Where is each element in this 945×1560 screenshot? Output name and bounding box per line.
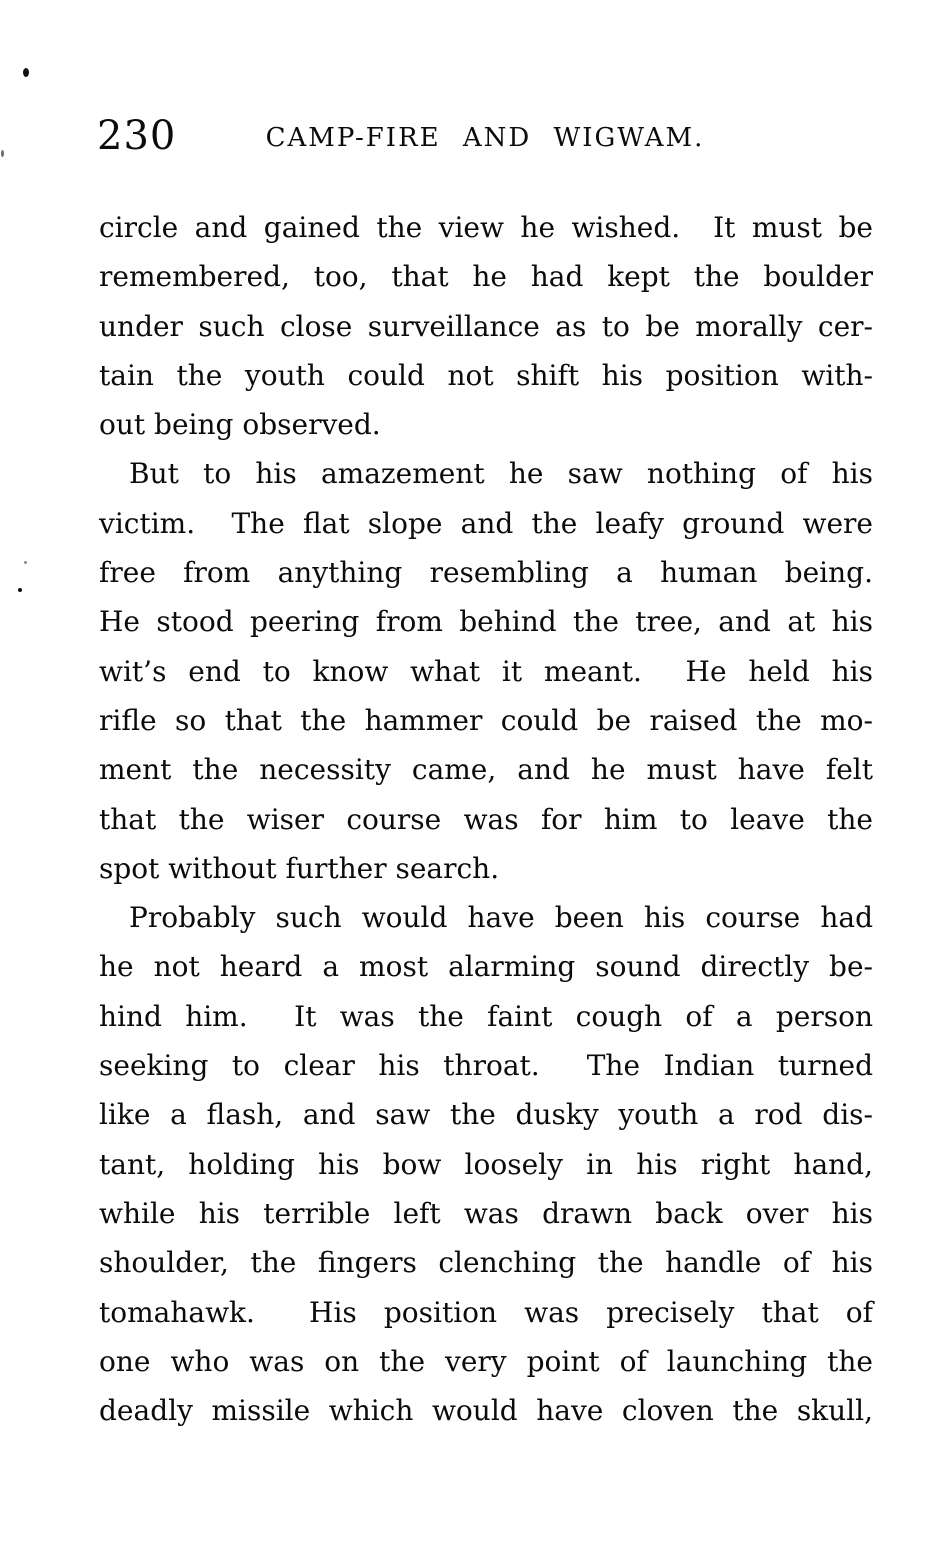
text-line: victim. The flat slope and the leafy ground were (99, 506, 873, 540)
text-line: But to his amazement he saw nothing of his (129, 457, 873, 491)
scan-speck (18, 588, 22, 592)
scan-speck (23, 68, 29, 77)
text-line: that the wiser course was for him to leave the (99, 802, 873, 836)
text-line: tomahawk. His position was precisely that of (99, 1295, 873, 1329)
text-line: out being observed. (99, 408, 381, 442)
text-line: wit’s end to know what it meant. He held his (99, 654, 873, 688)
scan-speck (24, 561, 27, 564)
paragraph (99, 203, 873, 449)
text-line: Probably such would have been his course had (129, 901, 873, 935)
text-line: free from anything resembling a human being. (99, 556, 873, 590)
text-line: spot without further search. (99, 851, 500, 885)
text-line: He stood peering from behind the tree, and at his (99, 605, 873, 639)
text-line: remembered, too, that he had kept the boulder (99, 260, 873, 294)
paragraph (99, 893, 873, 1435)
text-line: under such close surveillance as to be morally cer- (99, 309, 873, 343)
text-line: one who was on the very point of launching the (99, 1344, 873, 1378)
body-text (99, 203, 873, 1435)
text-line: circle and gained the view he wished. It must be (99, 211, 873, 244)
text-line: shoulder, the fingers clenching the handle of his (99, 1246, 873, 1280)
page-number: 230 (97, 113, 177, 159)
text-line: seeking to clear his throat. The Indian turned (99, 1049, 873, 1083)
text-line: ment the necessity came, and he must have felt (99, 753, 873, 787)
text-line: rifle so that the hammer could be raised the mo- (99, 703, 873, 737)
text-line: tain the youth could not shift his position with- (99, 358, 873, 392)
text-line: deadly missile which would have cloven the skull, (99, 1394, 873, 1428)
text-line: tant, holding his bow loosely in his right hand, (99, 1147, 873, 1181)
text-line: while his terrible left was drawn back over his (99, 1196, 873, 1230)
scan-speck (1, 150, 4, 157)
text-line: hind him. It was the faint cough of a person (99, 999, 873, 1033)
text-line: he not heard a most alarming sound directly be- (99, 950, 873, 984)
paragraph (99, 449, 873, 893)
running-title: CAMP-FIRE AND WIGWAM. (265, 123, 705, 153)
text-line: like a flash, and saw the dusky youth a rod dis- (99, 1098, 873, 1132)
